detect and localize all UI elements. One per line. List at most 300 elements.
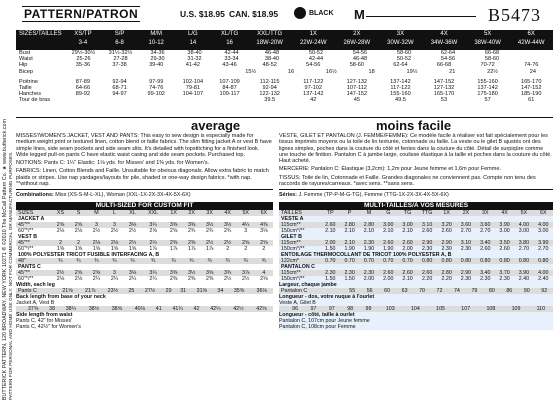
tissus-fr: TISSUS: Toile de lin, Cotonnade et Faille. Grandes diagonales ne conviennent pas. Compte non tenu des raccords de rayures/carreaux. *avec sens. **sans sens. — [279, 174, 536, 188]
measure-cell: 122-132 — [259, 91, 280, 98]
series-fr: Séries: J. Femme (TP-P-M-G-TG), Femme (TTG-1X-2X-3X-4X-5X-6X) — [279, 192, 449, 199]
size-cell: 4X — [501, 209, 508, 216]
measure-header-cell: 30W-32W — [387, 40, 414, 46]
measure-cell: 127-132 — [346, 78, 368, 85]
yardage-cell: 1⅞ — [149, 245, 157, 252]
yardage-cell: 2.10 — [344, 227, 355, 234]
yardage-cell: 2.10 — [402, 275, 413, 282]
yardage-cell: 2.60 — [402, 239, 413, 246]
yardage-cell: ¾ — [58, 257, 63, 264]
value-row-label: Pantalon C — [281, 287, 308, 294]
price-can: CAN. $18.95 — [229, 9, 279, 19]
yardage-row-label: 150cm*/** — [281, 227, 305, 234]
value-cell: 38¼ — [65, 305, 77, 312]
yardage-cell: 2.60 — [480, 245, 491, 252]
value-cell: 42 — [193, 305, 200, 312]
yardage-cell: 2⅝ — [74, 269, 83, 276]
body-measurements-table — [16, 30, 553, 106]
value-cell: 41¼ — [172, 305, 183, 312]
yardage-row-label: 45"** — [18, 239, 30, 246]
value-cell: 56 — [366, 287, 373, 294]
measure-cell: 92-94 — [262, 84, 277, 91]
description-en: MISSES'/WOMEN'S JACKET, VEST AND PANTS: This easy to sew design is especially made for medium weight print or textured linen, cotton blend or faille fabrics. The slim fitting jacket A or vest B have simple lines, side seam pockets and side seam slits. It's detailed with topstitching for a finished look. Wide legged pull-on pants C have elastic waist casing and side seam pockets. Purchased top. — [16, 133, 272, 158]
measure-header-cell: 4X — [440, 31, 448, 37]
yardage-cell: 2 — [226, 245, 230, 252]
measure-header-cell: 6-8 — [115, 40, 124, 46]
measure-cell: 104-107 — [182, 91, 204, 98]
measure-cell: 50-52 — [308, 50, 324, 56]
measure-cell: 35-36 — [75, 62, 91, 69]
yardage-cell: 3.90 — [518, 269, 530, 276]
measure-cell: 137-142 — [477, 84, 498, 91]
measure-header-cell: XXL/TTG — [257, 31, 283, 37]
yardage-cell: 2⅝ — [92, 269, 101, 276]
value-cell: 72 — [436, 287, 443, 294]
yardage-cell: 2 — [262, 245, 266, 252]
yardage-cell: 3⅝ — [205, 269, 214, 276]
yardage-cell: 2.20 — [421, 275, 433, 282]
value-cell: 38½ — [88, 305, 100, 312]
yardage-cell: 4.00 — [538, 269, 549, 276]
size-cell: M — [94, 209, 99, 216]
yardage-cell: 3 — [95, 221, 98, 228]
side-1-fr: Pantalon C, 107cm pour Jeune femme — [279, 317, 370, 324]
value-cell: 40⅛ — [134, 305, 146, 312]
yardage-cell: 2.00 — [325, 239, 336, 246]
measure-row — [16, 97, 553, 103]
measure-cell: 147-152 — [520, 84, 542, 91]
measure-cell: 87-89 — [75, 78, 91, 85]
measure-cell: 48-52 — [262, 62, 277, 69]
value-cell: 98 — [347, 305, 354, 312]
yardage-cell: 1.90 — [363, 245, 375, 252]
yardage-cell: ¾ — [130, 257, 135, 264]
yardage-row-label: 60"*/** — [18, 275, 34, 282]
value-cell: 90 — [523, 287, 530, 294]
measure-cell: 29-30 — [150, 56, 165, 63]
yardage-cell: 2⅜ — [187, 239, 196, 246]
yardage-cell: 2.60 — [441, 227, 452, 234]
size-cell: P — [347, 209, 352, 216]
back-label-fr: Longueur - dos, votre nuque à l'ourlet — [279, 293, 375, 300]
measure-cell: 22½ — [487, 68, 498, 75]
value-cell: 38 — [49, 305, 55, 312]
yardage-cell: 3⅞ — [241, 269, 250, 276]
side-label-en: Side length from waist — [16, 311, 73, 318]
yardage-cell: 2.30 — [344, 269, 355, 276]
yardage-cell: 2⅛ — [56, 275, 65, 282]
size-cell: TG — [403, 209, 412, 216]
yardage-cell: 3½ — [223, 221, 232, 228]
value-cell: 31 — [180, 287, 187, 294]
measure-cell: 94-97 — [112, 91, 127, 98]
measure-cell: 45 — [353, 97, 360, 104]
yardage-cell: 3⅜ — [187, 221, 196, 228]
measure-row-label: Tour de bras — [19, 97, 51, 104]
measure-row-label: Bicep — [19, 68, 33, 75]
header — [16, 0, 553, 28]
yardage-cell: 3.00 — [499, 227, 510, 234]
measure-cell: 92-94 — [112, 78, 127, 85]
yardage-group-name: 100% POLYESTER TRICOT FUSIBLE INTERFACING A, B — [18, 251, 160, 258]
value-cell: 105 — [436, 305, 445, 312]
yardage-cell: 0.70 — [363, 257, 375, 264]
measure-cell: 117-122 — [390, 84, 411, 91]
yardage-cell: 2⅛ — [74, 227, 83, 234]
yardage-cell: 3⅜ — [169, 269, 178, 276]
value-cell: 35⅜ — [233, 287, 245, 294]
value-cell: 97 — [310, 305, 317, 312]
yardage-row-label: 45"** — [18, 221, 30, 228]
measure-cell: 58-60 — [396, 50, 412, 56]
yardage-cell: 2.30 — [460, 275, 472, 282]
measure-cell: 54-56 — [352, 50, 368, 56]
value-cell: 104 — [410, 305, 420, 312]
yardage-cell: 0.70 — [402, 257, 413, 264]
value-cell: 42½ — [233, 305, 244, 312]
measurements-header-row-numbers — [16, 39, 553, 48]
yardage-cell: 3.60 — [460, 221, 472, 228]
pattern-logo: PATTERN/PATRON — [24, 7, 139, 21]
side-usage-text: PATTERN FOR PERSONAL AND HOME USE ONLY. NOT FOR COMMERCIAL OR MANUFACTURING PURPOSES. — [8, 151, 13, 400]
yardage-cell: 2.70 — [538, 245, 549, 252]
yardage-cell: 2.30 — [325, 269, 336, 276]
yardage-cell: 2¾ — [187, 227, 196, 234]
yardage-cell: 1⅝ — [92, 245, 101, 252]
yardage-cell: 2½ — [128, 227, 137, 234]
value-cell: 21⅝ — [62, 287, 73, 294]
value-cell: 41 — [155, 305, 162, 312]
measure-cell — [175, 97, 212, 103]
yardage-cell: 3.10 — [460, 239, 472, 246]
measure-header-cell: L/G — [188, 31, 198, 37]
yardage-cell: 2.80 — [441, 269, 452, 276]
yardage-cell: 2.10 — [344, 239, 355, 246]
value-cell: 96 — [292, 305, 299, 312]
measurements-header — [16, 30, 553, 50]
measure-cell: 16½ — [325, 68, 337, 75]
yardage-cell: 3¾ — [223, 269, 232, 276]
measure-cell: 155-160 — [390, 91, 411, 98]
measure-cell: 50-52 — [396, 56, 412, 63]
yardage-cell: 2.10 — [383, 227, 394, 234]
back-sub-en: Jacket A, Vest B — [16, 299, 55, 306]
value-cell: 34 — [217, 287, 224, 294]
yardage-cell: 1.90 — [344, 245, 355, 252]
measure-cell: 29½-30½ — [71, 50, 96, 56]
yardage-row-label: 60"*/** — [18, 245, 34, 252]
measure-cell: 43-46 — [222, 62, 237, 69]
yardage-cell: 2⅝ — [241, 239, 250, 246]
yardage-cell: 2½ — [110, 227, 119, 234]
measure-row-label: Hanches — [19, 91, 42, 98]
yardage-cell: 2¾ — [223, 227, 232, 234]
measurements-header-row-sizes — [16, 30, 553, 39]
measure-cell: 127-132 — [433, 84, 455, 91]
yardage-cell: 1⅞ — [205, 245, 214, 252]
measure-header-cell: 1X — [309, 31, 317, 37]
size-cell: 3X — [482, 209, 489, 216]
measure-cell: 41-42 — [185, 62, 201, 69]
value-cell: 92 — [541, 287, 548, 294]
yardage-cell: 0.80 — [441, 257, 452, 264]
measure-cell: 66-68 — [484, 50, 500, 56]
yardage-cell: ¾ — [243, 257, 248, 264]
yardage-cell: 3.10 — [421, 221, 433, 228]
measure-cell: 42-44 — [308, 56, 324, 63]
yardage-cell: 1.50 — [325, 245, 336, 252]
measure-cell: 61 — [528, 97, 535, 104]
yardage-group-name: PANTALON C — [281, 263, 315, 270]
yardage-cell: ¾ — [207, 257, 212, 264]
yardage-cell: 3.70 — [499, 269, 510, 276]
size-cell: TAILLES — [281, 209, 302, 216]
yardage-cell: 2¼ — [128, 275, 137, 282]
yardage-cell: 2.60 — [421, 227, 433, 234]
measure-cell: 74-76 — [524, 62, 539, 69]
measure-cell: 79-81 — [185, 84, 201, 91]
difficulty-fr: moins facile — [376, 118, 452, 133]
measurements-french — [16, 79, 553, 104]
fabrics-en: FABRICS: Linen, Cotton Blends and Faille. Unsuitable for obvious diagonals. Allow extra fabric to match plaids or stripes. Use nap yardages/layouts for pile, shaded or one-way design fabrics. *with nap. **without nap. — [16, 168, 269, 188]
measure-cell: 147-152 — [346, 91, 368, 98]
value-cell: 97 — [328, 305, 335, 312]
measure-cell: 155-160 — [477, 78, 498, 85]
yardage-cell: 2.90 — [460, 269, 472, 276]
measure-header-cell: S/P — [114, 31, 125, 37]
yardage-cell: 2.40 — [518, 275, 530, 282]
yardage-cell: ¾ — [189, 257, 194, 264]
yardage-group-name: VESTE A — [281, 215, 304, 222]
yardage-cell: 2.60 — [383, 269, 394, 276]
yardage-cell: 2⅜ — [169, 239, 178, 246]
yardage-cell: 1.50 — [344, 275, 355, 282]
size-cell: 1X — [170, 209, 177, 216]
yardage-cell: 4.00 — [538, 221, 549, 228]
measure-cell: 99-102 — [147, 91, 165, 98]
yardage-cell: 2 — [244, 245, 248, 252]
value-cell: 108 — [486, 305, 496, 312]
back-sub-fr: Veste A, Gilet B — [279, 299, 316, 306]
yardage-cell: 2.70 — [460, 227, 472, 234]
measure-cell: 102-104 — [182, 78, 204, 85]
measure-cell — [65, 97, 102, 103]
measure-cell: 18 — [368, 68, 375, 75]
measure-cell: 58-60 — [484, 56, 500, 63]
yardage-cell: 3.40 — [480, 239, 491, 246]
yardage-cell: 1⅝ — [56, 245, 65, 252]
yardage-group-name: VEST B — [18, 233, 38, 240]
measure-cell — [61, 69, 95, 75]
measure-cell: 165-170 — [433, 91, 455, 98]
color-label: BLACK — [309, 10, 334, 17]
measure-cell — [138, 97, 175, 103]
measure-cell: 38-40 — [187, 50, 202, 56]
measure-header-cell: 14 — [189, 40, 197, 46]
measure-header-cell: 22W-24W — [299, 40, 327, 46]
measure-header-cell: 3X — [396, 31, 405, 37]
size-cell: M — [366, 209, 372, 216]
measure-cell — [163, 69, 197, 75]
measure-cell: 39.5 — [264, 97, 276, 104]
measure-cell: 117-122 — [303, 78, 324, 85]
yardage-cell: 2.30 — [363, 269, 375, 276]
measure-cell: 147-152 — [433, 78, 455, 85]
measure-cell: 107-112 — [346, 84, 367, 91]
yardage-cell: 2⅛ — [110, 239, 119, 246]
value-cell: 36⅛ — [256, 287, 267, 294]
yardage-cell: 2.90 — [441, 239, 452, 246]
width-label-en: Width, each leg — [16, 281, 55, 288]
measure-cell: 33-34 — [224, 56, 239, 63]
yardage-cell: 2½ — [223, 275, 232, 282]
yardage-cell: 2¼ — [149, 239, 157, 246]
value-cell: 63 — [401, 287, 408, 294]
measure-header-cell: 26W-28W — [343, 40, 371, 46]
yardage-cell: 4⅜ — [260, 221, 268, 228]
yardage-cell: 0.70 — [325, 257, 336, 264]
yardage-cell: 3 — [113, 221, 116, 228]
difficulty-en: average — [191, 118, 241, 133]
yardage-cell: 3.20 — [441, 221, 452, 228]
side-publisher-text: BUTTERICK PATTERN, 120 BROADWAY, NEW YORK 10271 ® ©2010 The McCall Pattern Co. ★ www.butterick.com — [2, 118, 8, 400]
measure-cell: 74-76 — [149, 84, 164, 91]
size-cell: XL — [129, 209, 136, 216]
yardage-cell: ¾ — [76, 257, 81, 264]
yardage-cell: 0.80 — [499, 257, 510, 264]
measure-cell: 38-40 — [264, 56, 280, 63]
size-cell: 2X — [188, 209, 195, 216]
value-cell: 107 — [461, 305, 471, 312]
yardage-cell: 2½ — [205, 239, 214, 246]
size-mark-line — [366, 16, 476, 17]
yardage-cell: 2.30 — [441, 245, 452, 252]
width-section-fr — [279, 282, 553, 330]
size-cell: 6X — [260, 209, 268, 216]
measurements-english — [16, 50, 553, 75]
yardage-cell: 2⅝ — [149, 227, 157, 234]
yardage-cell: 0.70 — [344, 257, 355, 264]
measure-cell: 19½ — [406, 68, 418, 75]
yardage-cell: 3 — [113, 269, 116, 276]
yardage-cell: 3.60 — [480, 221, 491, 228]
color-dot-icon — [294, 7, 306, 19]
measure-cell: 57 — [484, 97, 491, 104]
measure-cell: 16 — [287, 68, 295, 75]
yardage-table-fr — [279, 210, 553, 282]
yardage-cell: 2.80 — [344, 221, 355, 228]
measure-header-cell: 6X — [527, 31, 535, 37]
yardage-cell: 2¼ — [110, 275, 119, 282]
yardage-cell: 2.40 — [538, 275, 549, 282]
yardage-cell: 2.10 — [402, 227, 413, 234]
value-cell: 27½ — [144, 287, 156, 294]
yardage-cell: 2 — [77, 239, 80, 246]
measure-header-cell: 3-4 — [78, 40, 88, 46]
value-cell: 55 — [349, 287, 356, 294]
yardage-cell: 2⅜ — [169, 275, 178, 282]
measure-cell: 66-68 — [436, 62, 452, 69]
measure-header-cell: XL/TG — [220, 31, 239, 37]
measure-row-label: Bust — [19, 50, 31, 56]
yardage-cell: 2⅝ — [169, 227, 178, 234]
yardage-cell: 2.00 — [363, 275, 375, 282]
yardage-cell: 4.00 — [518, 221, 530, 228]
size-cell: 3X — [206, 209, 213, 216]
yardage-cell: 1⅞ — [187, 245, 196, 252]
yardage-cell: 2.60 — [499, 245, 510, 252]
yardage-cell: 2⅝ — [260, 239, 268, 246]
measure-header-cell: 10-12 — [148, 40, 164, 46]
value-cell: 74 — [453, 287, 460, 294]
measure-cell: 97-102 — [304, 84, 322, 91]
yardage-cell: 2.30 — [460, 245, 472, 252]
value-cell: 25 — [128, 287, 135, 294]
yardage-cell: 3.90 — [538, 239, 549, 246]
yardage-cell: 2.60 — [383, 239, 394, 246]
yardage-cell: 3¼ — [149, 221, 157, 228]
notions-en: NOTIONS: Pants C: 1¼" Elastic: 1⅛ yds. for Misses' and 1⅜ yds. for Women's. — [16, 160, 210, 167]
yardage-row-label: 60"*/** — [18, 227, 34, 234]
measure-cell: 64-66 — [75, 84, 91, 91]
measure-row — [16, 69, 553, 75]
measure-row-label: Poitrine — [19, 78, 38, 85]
yardage-cell: 2½ — [241, 275, 250, 282]
measure-cell — [129, 69, 163, 75]
yardage-cell: 1.90 — [383, 245, 394, 252]
measure-cell: 31-32 — [187, 56, 202, 63]
measure-row-label: Hip — [19, 62, 28, 69]
measure-header-cell: 18W-20W — [256, 40, 283, 46]
measure-cell: 137-142 — [390, 78, 411, 85]
measure-cell: 62-64 — [440, 50, 456, 56]
size-cell: 5X — [242, 209, 249, 216]
difficulty-labels — [16, 117, 553, 134]
width-section-en — [16, 282, 273, 330]
value-cell: 37⅝ — [27, 305, 39, 312]
yardage-cell: 3.80 — [518, 239, 530, 246]
measure-header-cell: M/M — [150, 31, 163, 37]
yardage-cell: 2.10 — [363, 227, 375, 234]
measure-cell: 137-142 — [302, 91, 324, 98]
yardage-cell: 2.90 — [421, 239, 433, 246]
yardage-cell: ¾ — [225, 257, 230, 264]
value-cell: 80 — [488, 287, 495, 294]
measure-header-cell: 16 — [226, 40, 233, 46]
measure-cell: 89-92 — [75, 91, 91, 98]
yardage-cell: 2⅛ — [74, 275, 83, 282]
yardage-cell: 2.80 — [363, 221, 375, 228]
yardage-cell: 3.40 — [480, 269, 491, 276]
size-cell: XS — [56, 209, 64, 216]
measure-cell: 27-28 — [113, 56, 128, 63]
value-cell: 86 — [506, 287, 513, 294]
yardage-cell: ¾ — [112, 257, 117, 264]
measure-row-label: Waist — [19, 56, 33, 63]
yardage-cell: 2½ — [92, 227, 101, 234]
yardage-cell: 3½ — [205, 221, 214, 228]
measure-header-cell: 42W-44W — [517, 40, 545, 46]
measure-header-cell: 2X — [353, 31, 361, 37]
size-cell: 1X — [443, 209, 450, 216]
yardage-cell: 2⅝ — [74, 221, 83, 228]
yardage-row-label: 150cm*/** — [281, 275, 305, 282]
yardage-cell: 2¾ — [205, 227, 214, 234]
size-cell: TTG — [421, 209, 433, 216]
measure-header-label: SIZES/TAILLES — [19, 31, 62, 37]
measure-cell — [211, 97, 248, 103]
value-cell: 60 — [384, 287, 391, 294]
